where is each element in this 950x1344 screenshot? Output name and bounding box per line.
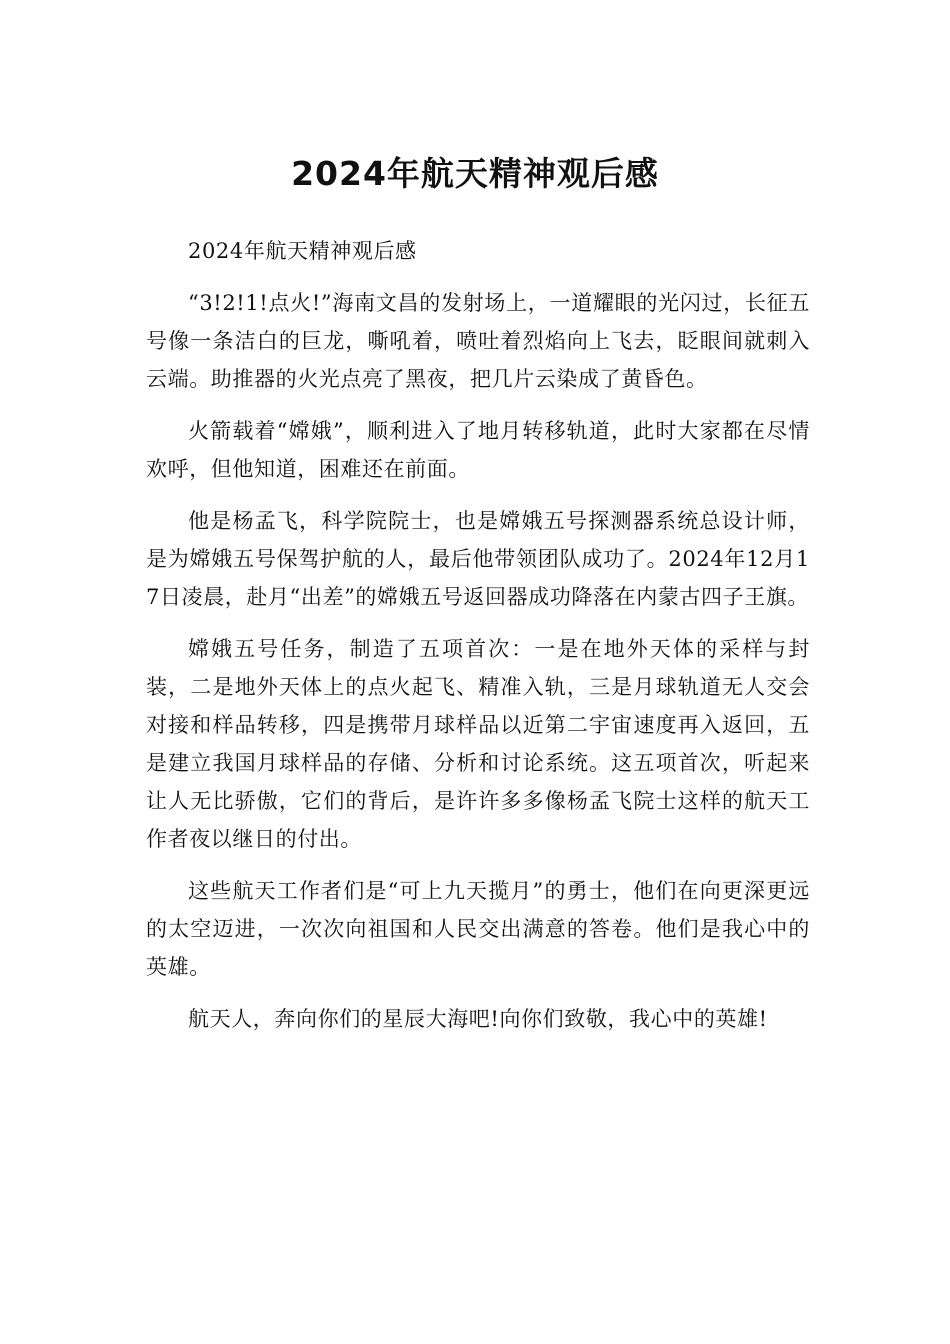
paragraph-closing: 航天人，奔向你们的星辰大海吧!向你们致敬，我心中的英雄!	[188, 1007, 768, 1031]
paragraph-five-firsts: 嫦娥五号任务，制造了五项首次：一是在地外天体的采样与封装，二是地外天体上的点火起飞、精准入轨，三是月球轨道无人交会对接和样品转移，四是携带月球样品以近第二宇宙速度再入返回，五是建立我国月球样品的存储、分析和讨论系统。这五项首次，听起来让人无比骄傲，它们的背后，是许许多多像杨孟飞院士这样的航天工作者夜以继日的付出。	[146, 637, 810, 851]
document-body	[146, 232, 810, 1052]
paragraph-designer: 他是杨孟飞，科学院院士，也是嫦娥五号探测器系统总设计师，是为嫦娥五号保驾护航的人，最后他带领团队成功了。2024年12月17日凌晨，赴月“出差”的嫦娥五号返回器成功降落在内蒙古四子王旗。	[146, 509, 810, 609]
paragraph-subtitle: 2024年航天精神观后感	[188, 239, 417, 263]
paragraph-orbit: 火箭载着“嫦娥”，顺利进入了地月转移轨道，此时大家都在尽情欢呼，但他知道，困难还在前面。	[146, 419, 810, 481]
paragraph-heroes: 这些航天工作者们是“可上九天揽月”的勇士，他们在向更深更远的太空迈进，一次次向祖国和人民交出满意的答卷。他们是我心中的英雄。	[146, 879, 810, 979]
paragraph-launch: “3!2!1!点火!”海南文昌的发射场上，一道耀眼的光闪过，长征五号像一条洁白的巨龙，嘶吼着，喷吐着烈焰向上飞去，眨眼间就刺入云端。助推器的火光点亮了黑夜，把几片云染成了黄昏色。	[146, 291, 810, 391]
document-title: 2024年航天精神观后感	[291, 154, 659, 194]
